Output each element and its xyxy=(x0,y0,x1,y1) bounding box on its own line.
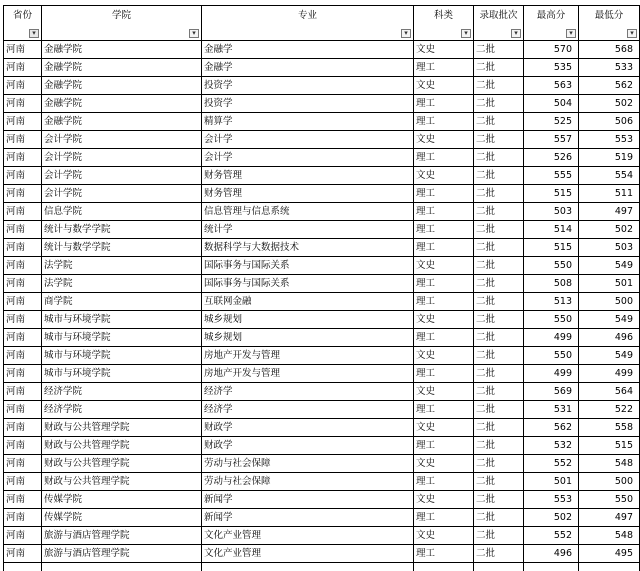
cell-major: 房地产开发与管理 xyxy=(202,347,414,365)
cell-category: 理工 xyxy=(414,95,474,113)
cell-max-score: 550 xyxy=(524,347,579,365)
cell-min-score: 553 xyxy=(579,131,640,149)
table-row xyxy=(4,275,640,293)
cell-max-score: 514 xyxy=(524,221,579,239)
cell-category: 理工 xyxy=(414,239,474,257)
header-min-score: 最低分 ▾ xyxy=(579,6,640,41)
cell-min-score: 500 xyxy=(579,473,640,491)
table-row xyxy=(4,545,640,563)
cell-province: 河南 xyxy=(4,545,42,563)
dropdown-arrow-icon[interactable]: ▾ xyxy=(511,29,521,38)
cell-college: 旅游与酒店管理学院 xyxy=(42,527,202,545)
cell-province: 河南 xyxy=(4,383,42,401)
cell-category: 理工 xyxy=(414,473,474,491)
cell-batch: 二批 xyxy=(474,59,524,77)
table-row xyxy=(4,329,640,347)
cell-category: 文史 xyxy=(414,527,474,545)
cell-major: 经济学 xyxy=(202,401,414,419)
cell-min-score: 554 xyxy=(579,167,640,185)
header-province: 省份 ▾ xyxy=(4,6,42,41)
cell-max-score: 569 xyxy=(524,383,579,401)
cell-category: 理工 xyxy=(414,437,474,455)
cell-batch: 二批 xyxy=(474,257,524,275)
table-row xyxy=(4,527,640,545)
cell-category: 文史 xyxy=(414,131,474,149)
cell-college: 城市与环境学院 xyxy=(42,311,202,329)
cell-province: 河南 xyxy=(4,473,42,491)
cell-province: 河南 xyxy=(4,185,42,203)
cell-batch: 二批 xyxy=(474,419,524,437)
cell-major: 会计学 xyxy=(202,149,414,167)
cell-batch: 二批 xyxy=(474,293,524,311)
cell-province: 河南 xyxy=(4,527,42,545)
cell-province: 河南 xyxy=(4,491,42,509)
table-row xyxy=(4,131,640,149)
cell-min-score: 568 xyxy=(579,41,640,59)
cell-min-score: 564 xyxy=(579,383,640,401)
cell-batch: 二批 xyxy=(474,437,524,455)
cell-province: 河南 xyxy=(4,95,42,113)
cell-college: 金融学院 xyxy=(42,59,202,77)
cell-province: 河南 xyxy=(4,257,42,275)
cell-min-score: 511 xyxy=(579,185,640,203)
cell-college: 旅游与酒店管理学院 xyxy=(42,545,202,563)
cell-major: 财政学 xyxy=(202,437,414,455)
cell-batch: 二批 xyxy=(474,95,524,113)
cell-category: 理工 xyxy=(414,149,474,167)
cell-min-score: 497 xyxy=(579,509,640,527)
cell-batch: 二批 xyxy=(474,113,524,131)
cell-batch: 二批 xyxy=(474,239,524,257)
cell-max-score: 508 xyxy=(524,275,579,293)
cell-category: 文史 xyxy=(414,257,474,275)
cell-college: 城市与环境学院 xyxy=(42,347,202,365)
cell-batch: 二批 xyxy=(474,275,524,293)
cell-min-score: 496 xyxy=(579,329,640,347)
cell-max-score: 515 xyxy=(524,185,579,203)
cell-max-score: 570 xyxy=(524,41,579,59)
cell-max-score: 532 xyxy=(524,437,579,455)
cell-college: 金融学院 xyxy=(42,41,202,59)
cell-major: 新闻学 xyxy=(202,491,414,509)
cell-batch: 二批 xyxy=(474,401,524,419)
cell-major: 城乡规划 xyxy=(202,329,414,347)
header-college: 学院 ▾ xyxy=(42,6,202,41)
cell-batch: 二批 xyxy=(474,545,524,563)
cell-category: 文史 xyxy=(414,419,474,437)
header-row xyxy=(4,6,640,41)
cell-province: 河南 xyxy=(4,437,42,455)
cell-category: 文史 xyxy=(414,311,474,329)
cell-college: 城市与环境学院 xyxy=(42,329,202,347)
cell-batch: 二批 xyxy=(474,185,524,203)
cell-min-score: 497 xyxy=(579,203,640,221)
cell-batch: 二批 xyxy=(474,329,524,347)
table-row xyxy=(4,203,640,221)
cell-max-score: 501 xyxy=(524,473,579,491)
cell-major: 劳动与社会保障 xyxy=(202,455,414,473)
cell-batch: 二批 xyxy=(474,77,524,95)
cell-min-score: 503 xyxy=(579,239,640,257)
table-row xyxy=(4,167,640,185)
cell-min-score: 501 xyxy=(579,275,640,293)
table-row xyxy=(4,347,640,365)
table-row xyxy=(4,59,640,77)
cell-college: 传媒学院 xyxy=(42,509,202,527)
cell-max-score: 499 xyxy=(524,365,579,383)
dropdown-arrow-icon[interactable]: ▾ xyxy=(627,29,637,38)
cell-batch: 二批 xyxy=(474,509,524,527)
cell-major: 国际事务与国际关系 xyxy=(202,275,414,293)
cell-college: 会计学院 xyxy=(42,131,202,149)
admission-score-table xyxy=(3,5,640,571)
table-row xyxy=(4,365,640,383)
cell-province: 河南 xyxy=(4,401,42,419)
cell-major: 信息管理与信息系统 xyxy=(202,203,414,221)
header-major: 专业 ▾ xyxy=(202,6,414,41)
cell-category: 理工 xyxy=(414,221,474,239)
cell-min-score: 522 xyxy=(579,401,640,419)
table-row xyxy=(4,455,640,473)
cell-min-score: 499 xyxy=(579,365,640,383)
cell-province: 河南 xyxy=(4,275,42,293)
header-batch: 录取批次 ▾ xyxy=(474,6,524,41)
cell-max-score: 550 xyxy=(524,311,579,329)
cell-min-score: 549 xyxy=(579,257,640,275)
cell-batch: 二批 xyxy=(474,491,524,509)
cell-major: 会计学 xyxy=(202,131,414,149)
cell-major: 财政学 xyxy=(202,419,414,437)
cell-major: 财务管理 xyxy=(202,167,414,185)
cell-category: 理工 xyxy=(414,185,474,203)
cell-major: 新闻学 xyxy=(202,509,414,527)
cell-min-score: 562 xyxy=(579,77,640,95)
cell-min-score: 502 xyxy=(579,221,640,239)
cell-batch: 二批 xyxy=(474,383,524,401)
cell-province: 河南 xyxy=(4,131,42,149)
cell-college: 财政与公共管理学院 xyxy=(42,419,202,437)
cell-category: 理工 xyxy=(414,401,474,419)
cell-major: 精算学 xyxy=(202,113,414,131)
cell-category: 理工 xyxy=(414,203,474,221)
cell-province: 河南 xyxy=(4,239,42,257)
cell-college: 商学院 xyxy=(42,293,202,311)
cell-max-score: 552 xyxy=(524,527,579,545)
cell-college: 信息学院 xyxy=(42,203,202,221)
table-body xyxy=(4,41,640,571)
cell-province: 河南 xyxy=(4,365,42,383)
cell-province: 河南 xyxy=(4,329,42,347)
cell-max-score: 550 xyxy=(524,257,579,275)
cell-category: 理工 xyxy=(414,329,474,347)
table-row xyxy=(4,77,640,95)
cell-max-score: 562 xyxy=(524,419,579,437)
cell-max-score: 552 xyxy=(524,455,579,473)
cell-major: 互联网金融 xyxy=(202,293,414,311)
cell-major: 城乡规划 xyxy=(202,311,414,329)
table-row xyxy=(4,509,640,527)
cell-min-score: 506 xyxy=(579,113,640,131)
cell-batch: 二批 xyxy=(474,365,524,383)
table-row xyxy=(4,113,640,131)
table-row xyxy=(4,437,640,455)
cell-max-score: 496 xyxy=(524,545,579,563)
cell-college: 统计与数学学院 xyxy=(42,239,202,257)
table-row xyxy=(4,149,640,167)
cell-province: 河南 xyxy=(4,347,42,365)
cell-category: 文史 xyxy=(414,41,474,59)
table-row xyxy=(4,383,640,401)
cell-batch: 二批 xyxy=(474,221,524,239)
cell-college: 经济学院 xyxy=(42,401,202,419)
dropdown-arrow-icon[interactable]: ▾ xyxy=(566,29,576,38)
cell-college: 城市与环境学院 xyxy=(42,365,202,383)
dropdown-arrow-icon[interactable]: ▾ xyxy=(461,29,471,38)
cell-category: 文史 xyxy=(414,77,474,95)
cell-province: 河南 xyxy=(4,59,42,77)
cell-min-score: 502 xyxy=(579,95,640,113)
cell-category: 文史 xyxy=(414,167,474,185)
cell-major: 房地产开发与管理 xyxy=(202,365,414,383)
cell-batch: 二批 xyxy=(474,149,524,167)
table-row xyxy=(4,239,640,257)
cell-batch: 二批 xyxy=(474,347,524,365)
funnel-dropdown-icon[interactable]: ▾ xyxy=(29,29,39,38)
cell-max-score: 563 xyxy=(524,77,579,95)
header-category: 科类 ▾ xyxy=(414,6,474,41)
table-row xyxy=(4,293,640,311)
cell-province: 河南 xyxy=(4,167,42,185)
cell-college: 传媒学院 xyxy=(42,491,202,509)
cell-category: 理工 xyxy=(414,275,474,293)
cell-major: 劳动与社会保障 xyxy=(202,473,414,491)
cell-province: 河南 xyxy=(4,113,42,131)
cell-major: 金融学 xyxy=(202,41,414,59)
cell-province: 河南 xyxy=(4,221,42,239)
cell-max-score: 526 xyxy=(524,149,579,167)
table-row xyxy=(4,257,640,275)
table-row xyxy=(4,41,640,59)
cell-major: 投资学 xyxy=(202,77,414,95)
cell-college: 法学院 xyxy=(42,275,202,293)
cell-major: 文化产业管理 xyxy=(202,545,414,563)
cell-min-score: 500 xyxy=(579,293,640,311)
table-row xyxy=(4,491,640,509)
cell-college: 会计学院 xyxy=(42,167,202,185)
cell-min-score: 548 xyxy=(579,527,640,545)
cell-max-score: 502 xyxy=(524,509,579,527)
cell-major: 财务管理 xyxy=(202,185,414,203)
cell-category: 理工 xyxy=(414,293,474,311)
header-max-score: 最高分 ▾ xyxy=(524,6,579,41)
table-row xyxy=(4,473,640,491)
dropdown-arrow-icon[interactable]: ▾ xyxy=(401,29,411,38)
cell-min-score: 550 xyxy=(579,491,640,509)
cell-major: 经济学 xyxy=(202,383,414,401)
table-row xyxy=(4,311,640,329)
cell-min-score: 549 xyxy=(579,347,640,365)
cell-college: 经济学院 xyxy=(42,383,202,401)
cell-province: 河南 xyxy=(4,203,42,221)
cell-batch: 二批 xyxy=(474,311,524,329)
cell-max-score: 557 xyxy=(524,131,579,149)
cell-major: 投资学 xyxy=(202,95,414,113)
cell-college: 财政与公共管理学院 xyxy=(42,455,202,473)
cell-province: 河南 xyxy=(4,293,42,311)
cell-batch: 二批 xyxy=(474,527,524,545)
cell-college: 金融学院 xyxy=(42,95,202,113)
table-row xyxy=(4,95,640,113)
cell-college: 会计学院 xyxy=(42,149,202,167)
cell-min-score: 548 xyxy=(579,455,640,473)
cell-major: 数据科学与大数据技术 xyxy=(202,239,414,257)
cell-max-score: 504 xyxy=(524,95,579,113)
cell-province: 河南 xyxy=(4,455,42,473)
cell-major: 金融学 xyxy=(202,59,414,77)
cell-province: 河南 xyxy=(4,311,42,329)
cell-category: 文史 xyxy=(414,491,474,509)
cell-max-score: 555 xyxy=(524,167,579,185)
cell-college: 财政与公共管理学院 xyxy=(42,437,202,455)
cell-college: 金融学院 xyxy=(42,113,202,131)
cell-batch: 二批 xyxy=(474,41,524,59)
cell-major: 国际事务与国际关系 xyxy=(202,257,414,275)
cell-min-score: 515 xyxy=(579,437,640,455)
cell-category: 文史 xyxy=(414,455,474,473)
table-row xyxy=(4,185,640,203)
cell-batch: 二批 xyxy=(474,167,524,185)
cell-category: 理工 xyxy=(414,365,474,383)
cell-min-score: 558 xyxy=(579,419,640,437)
cell-category: 理工 xyxy=(414,113,474,131)
cell-max-score: 553 xyxy=(524,491,579,509)
cell-max-score: 531 xyxy=(524,401,579,419)
cell-max-score: 535 xyxy=(524,59,579,77)
cell-province: 河南 xyxy=(4,509,42,527)
cell-major: 文化产业管理 xyxy=(202,527,414,545)
cell-college: 统计与数学学院 xyxy=(42,221,202,239)
cell-category: 理工 xyxy=(414,59,474,77)
table-row-cutoff xyxy=(4,563,640,571)
cell-min-score: 533 xyxy=(579,59,640,77)
cell-batch: 二批 xyxy=(474,131,524,149)
cell-province: 河南 xyxy=(4,149,42,167)
cell-max-score: 513 xyxy=(524,293,579,311)
cell-min-score: 519 xyxy=(579,149,640,167)
cell-college: 财政与公共管理学院 xyxy=(42,473,202,491)
cell-max-score: 503 xyxy=(524,203,579,221)
cell-category: 理工 xyxy=(414,545,474,563)
cell-province: 河南 xyxy=(4,41,42,59)
table-row xyxy=(4,401,640,419)
cell-category: 文史 xyxy=(414,347,474,365)
cell-min-score: 549 xyxy=(579,311,640,329)
cell-batch: 二批 xyxy=(474,455,524,473)
cell-max-score: 525 xyxy=(524,113,579,131)
cell-province: 河南 xyxy=(4,419,42,437)
cell-category: 文史 xyxy=(414,383,474,401)
cell-min-score: 495 xyxy=(579,545,640,563)
cell-college: 会计学院 xyxy=(42,185,202,203)
table-row xyxy=(4,419,640,437)
cell-max-score: 515 xyxy=(524,239,579,257)
dropdown-arrow-icon[interactable]: ▾ xyxy=(189,29,199,38)
table-row xyxy=(4,221,640,239)
cell-college: 金融学院 xyxy=(42,77,202,95)
cell-province: 河南 xyxy=(4,77,42,95)
cell-category: 理工 xyxy=(414,509,474,527)
cell-max-score: 499 xyxy=(524,329,579,347)
cell-college: 法学院 xyxy=(42,257,202,275)
cell-batch: 二批 xyxy=(474,203,524,221)
cell-major: 统计学 xyxy=(202,221,414,239)
cell-batch: 二批 xyxy=(474,473,524,491)
